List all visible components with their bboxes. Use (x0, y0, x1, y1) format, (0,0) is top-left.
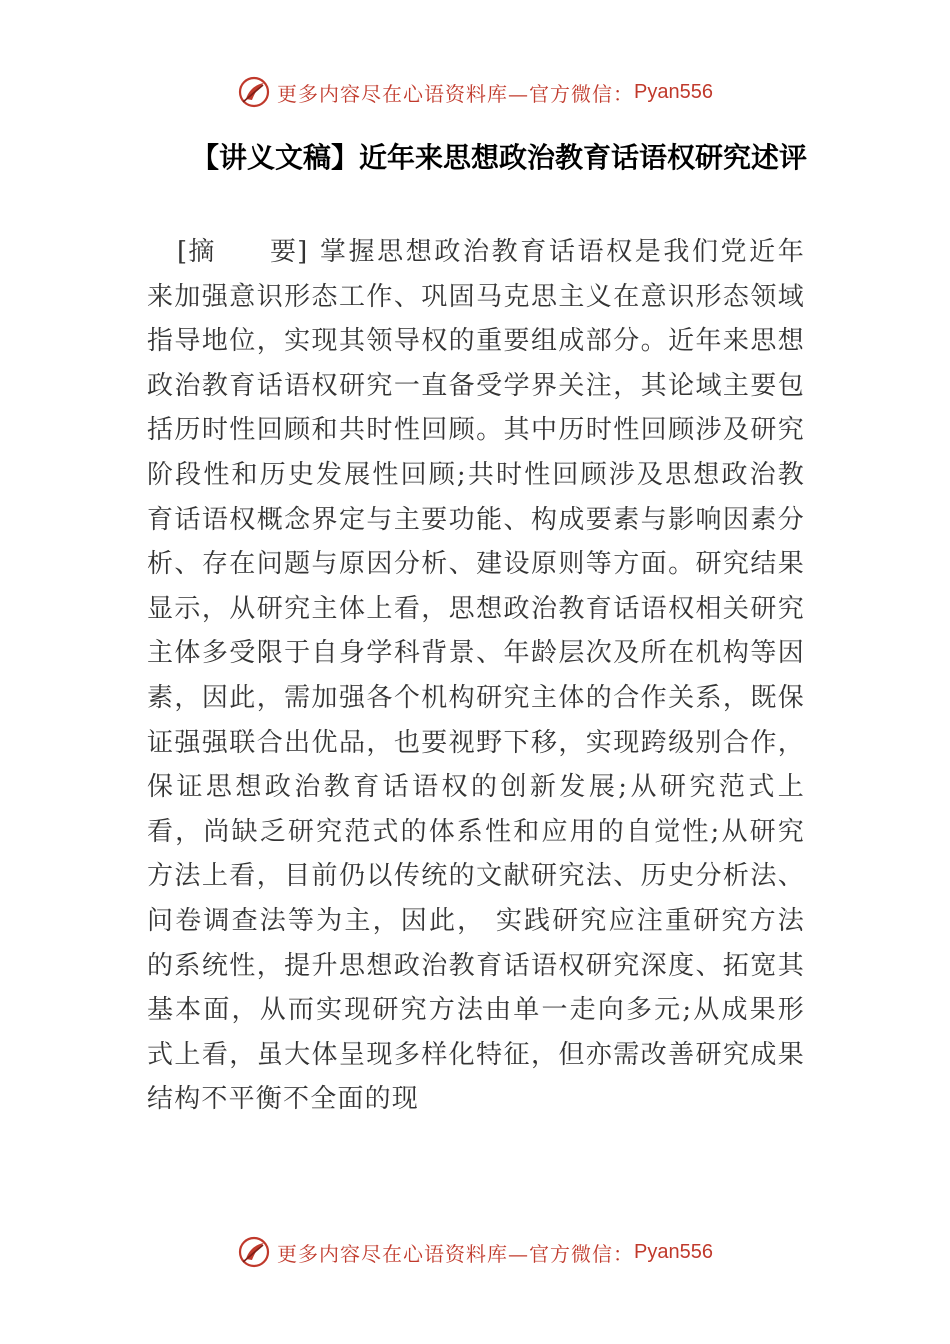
banner-text: 更多内容尽在心语资料库—官方微信： (277, 81, 635, 106)
abstract-paragraph (147, 230, 805, 1122)
header-banner (0, 72, 950, 112)
banner-text: 更多内容尽在心语资料库—官方微信： (277, 1241, 635, 1266)
document-title: 【讲义文稿】近年来思想政治教育话语权研究述评 (190, 141, 807, 174)
abstract-body: 掌握思想政治教育话语权是我们党近年来加强意识形态工作、巩固马克思主义在意识形态领域指导地位，实现其领导权的重要组成部分。近年来思想政治教育话语权研究一直备受学界关注，其论域主要包括历时性回顾和共时性回顾。其中历时性回顾涉及研究阶段性和历史发展性回顾;共时性回顾涉及思想政治教育话语权概念界定与主要功能、构成要素与影响因素分析、存在问题与原因分析、建设原则等方面。研究结果显示，从研究主体上看，思想政治教育话语权相关研究主体多受限于自身学科背景、年龄层次及所在机构等因素，因此，需加强各个机构研究主体的合作关系，既保证强强联合出优品，也要视野下移，实现跨级别合作，保证思想政治教育话语权的创新发展;从研究范式上看，尚缺乏研究范式的体系性和应用的自觉性;从研究方法上看，目前仍以传统的文献研究法、历史分析法、问卷调查法等为主，因此， 实践研究应注重研究方法的系统性，提升思想政治教育话语权研究深度、拓宽其基本面，从而实现研究方法由单一走向多元;从成果形式上看，虽大体呈现多样化特征，但亦需改善研究成果结构不平衡不全面的现 (147, 237, 805, 1115)
logo-icon (237, 75, 271, 109)
abstract-label: [摘 要] (177, 237, 309, 267)
footer-banner (0, 1232, 950, 1272)
banner-wechat-id: Pyan556 (634, 80, 713, 103)
banner-wechat-id: Pyan556 (634, 1240, 713, 1263)
logo-icon (237, 1235, 271, 1269)
